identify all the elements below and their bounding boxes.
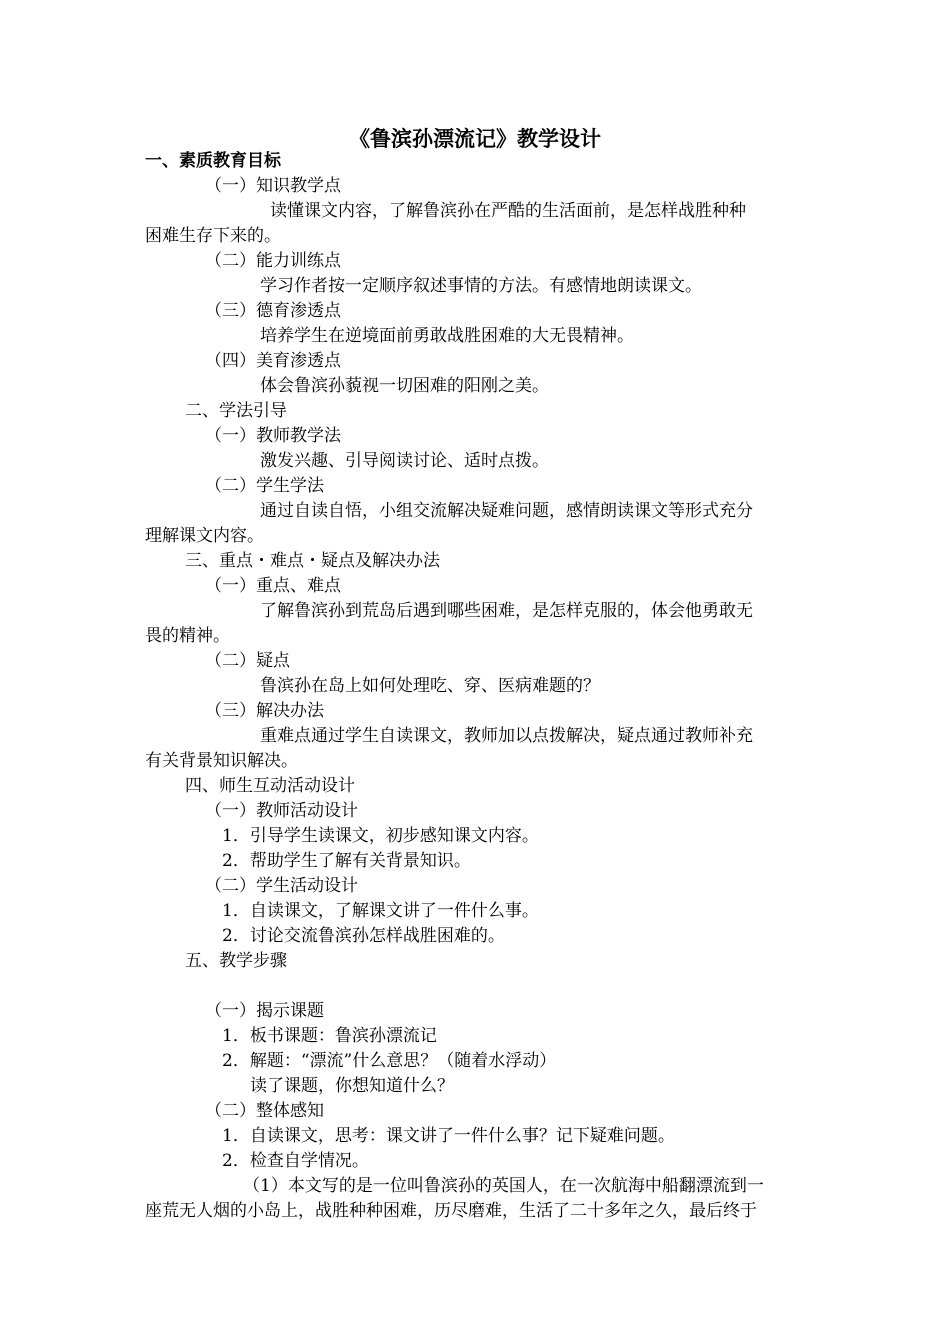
section-3-2-label: （二）疑点 <box>205 651 290 671</box>
section-5-2-label: （二）整体感知 <box>205 1101 324 1121</box>
section-2-1-text: 激发兴趣、引导阅读讨论、适时点拨。 <box>260 451 549 471</box>
section-3-3-text-line1: 重难点通过学生自读课文，教师加以点拨解决，疑点通过教师补充 <box>260 726 753 746</box>
section-5-heading: 五、教学步骤 <box>185 951 287 971</box>
section-1-3-text: 培养学生在逆境面前勇敢战胜困难的大无畏精神。 <box>260 326 634 346</box>
list-item: 读了课题，你想知道什么？ <box>250 1076 454 1096</box>
list-item: 1．板书课题：鲁滨孙漂流记 <box>222 1026 437 1046</box>
section-2-2-label: （二）学生学法 <box>205 476 324 496</box>
section-1-1-text-line1: 读懂课文内容，了解鲁滨孙在严酷的生活面前，是怎样战胜种种 <box>270 201 746 221</box>
section-3-1-label: （一）重点、难点 <box>205 576 341 596</box>
list-item: 1．引导学生读课文，初步感知课文内容。 <box>222 826 539 846</box>
section-1-4-text: 体会鲁滨孙藐视一切困难的阳刚之美。 <box>260 376 549 396</box>
section-1-2-label: （二）能力训练点 <box>205 251 341 271</box>
section-4-2-label: （二）学生活动设计 <box>205 876 358 896</box>
list-item: 1．自读课文，思考：课文讲了一件什么事？记下疑难问题。 <box>222 1126 675 1146</box>
section-5-1-label: （一）揭示课题 <box>205 1001 324 1021</box>
section-3-1-text-line2: 畏的精神。 <box>145 626 230 646</box>
document-title: 《鲁滨孙漂流记》教学设计 <box>349 126 601 151</box>
section-3-heading: 三、重点・难点・疑点及解决办法 <box>185 551 440 571</box>
list-item: 2．讨论交流鲁滨孙怎样战胜困难的。 <box>222 926 505 946</box>
section-1-1-label: （一）知识教学点 <box>205 176 341 196</box>
list-item: 1．自读课文，了解课文讲了一件什么事。 <box>222 901 539 921</box>
section-4-heading: 四、师生互动活动设计 <box>185 776 355 796</box>
section-5-2-text-line2: 座荒无人烟的小岛上，战胜种种困难，历尽磨难，生活了二十多年之久，最后终于 <box>145 1201 757 1221</box>
section-3-2-text: 鲁滨孙在岛上如何处理吃、穿、医病难题的？ <box>260 676 600 696</box>
section-3-3-text-line2: 有关背景知识解决。 <box>145 751 298 771</box>
section-3-1-text-line1: 了解鲁滨孙到荒岛后遇到哪些困难，是怎样克服的，体会他勇敢无 <box>260 601 753 621</box>
section-2-2-text-line2: 理解课文内容。 <box>145 526 264 546</box>
section-2-2-text-line1: 通过自读自悟，小组交流解决疑难问题，感情朗读课文等形式充分 <box>260 501 753 521</box>
section-1-1-text-line2: 困难生存下来的。 <box>145 226 281 246</box>
section-1-heading: 一、素质教育目标 <box>145 151 281 171</box>
section-1-2-text: 学习作者按一定顺序叙述事情的方法。有感情地朗读课文。 <box>260 276 702 296</box>
section-4-1-label: （一）教师活动设计 <box>205 801 358 821</box>
section-2-1-label: （一）教师教学法 <box>205 426 341 446</box>
list-item: 2．帮助学生了解有关背景知识。 <box>222 851 471 871</box>
list-item: 2．检查自学情况。 <box>222 1151 369 1171</box>
list-item: 2．解题：“漂流”什么意思？（随着水浮动） <box>222 1051 557 1071</box>
section-1-3-label: （三）德育渗透点 <box>205 301 341 321</box>
section-3-3-label: （三）解决办法 <box>205 701 324 721</box>
section-1-4-label: （四）美育渗透点 <box>205 351 341 371</box>
section-5-2-text-line1: （1）本文写的是一位叫鲁滨孙的英国人，在一次航海中船翻漂流到一 <box>243 1176 764 1196</box>
section-2-heading: 二、学法引导 <box>185 401 287 421</box>
